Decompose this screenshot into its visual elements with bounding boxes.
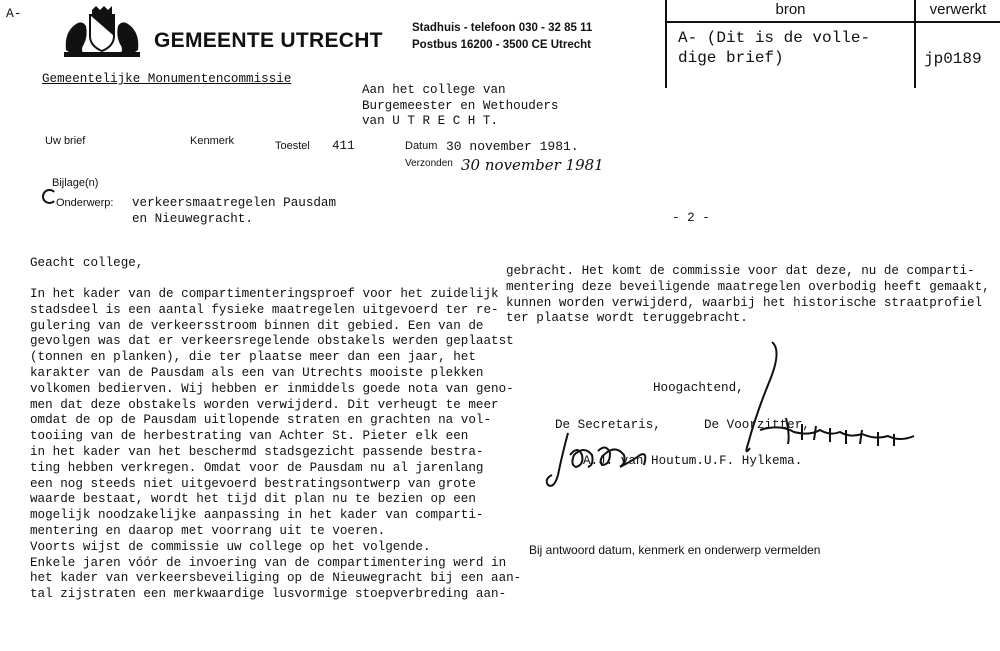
body-line: het kader van verkeersbeveiliging op de Nieuwegracht bij een aan- [30, 571, 522, 586]
body-line: gebracht. Het komt de commissie voor dat deze, nu de comparti- [506, 264, 975, 278]
secretary-name: A.J. van Houtum. [583, 454, 704, 468]
closing: Hoogachtend, [653, 381, 744, 395]
body-line: mentering en daarop met voorrang uit te voeren. [30, 523, 386, 538]
recipient-line2: Burgemeester en Wethouders [362, 99, 559, 113]
punch-hole-icon [42, 189, 57, 204]
body-line: mogelijk noodzakelijke aanpassing in het kader van comparti- [30, 508, 484, 523]
kenmerk-label: Kenmerk [190, 135, 235, 147]
archive-bron-line1: A- (Dit is de volle- [678, 29, 871, 47]
body-line: mentering deze beveiligende maatregelen overbodig heeft gemaakt, [506, 279, 990, 294]
body-line: Enkele jaren vóór de invoering van de compartimentering werd in [30, 555, 507, 570]
uw-brief-label: Uw brief [45, 135, 86, 147]
onderwerp-label: Onderwerp: [56, 197, 114, 209]
onderwerp-line2: en Nieuwegracht. [132, 212, 253, 226]
archive-bron-header: bron [775, 1, 806, 18]
body-line: In het kader van de compartimenteringsproef voor het zuidelijk [30, 287, 499, 301]
sender: Gemeentelijke Monumentencommissie [42, 72, 292, 86]
body-line: (tonnen en planken), die ter plaatse meer dan een jaar, het [30, 350, 476, 365]
body-line: ter plaatse wordt teruggebracht. [506, 311, 748, 326]
body-left [30, 287, 521, 603]
secretary-title: De Secretaris, [555, 418, 661, 432]
body-line: volkomen bedierven. Wij hebben er inmiddels goede nota van geno- [30, 381, 514, 396]
archive-verwerkt-header: verwerkt [929, 1, 987, 18]
body-line: in het kader van het beschermd stadsgezicht passende bestra- [30, 444, 484, 459]
chair-title: De Voorzitter, [704, 418, 810, 432]
chair-name: U.F. Hylkema. [704, 454, 803, 468]
datum-value: 30 november 1981. [446, 139, 579, 154]
onderwerp-line1: verkeersmaatregelen Pausdam [132, 196, 337, 210]
datum-label: Datum [405, 140, 438, 152]
salutation: Geacht college, [30, 256, 144, 270]
archive-bron-line2: dige brief) [678, 49, 784, 67]
bijlage-label: Bijlage(n) [52, 177, 99, 189]
body-line: karakter van de Pausdam als een van Utrechts mooiste plekken [30, 365, 484, 380]
body-line: omdat de op de Pausdam uitlopende straten en grachten na vol- [30, 413, 492, 428]
letterhead-org-name: GEMEENTE UTRECHT [154, 29, 383, 52]
toestel-value: 411 [332, 139, 355, 153]
corner-mark: A- [6, 6, 22, 21]
body-line: tal zijstraten een merkwaardige lusvormige stoepverbreding aan- [30, 587, 507, 602]
chair-signature [690, 340, 920, 465]
body-line: Voorts wijst de commissie uw college op het volgende. [30, 539, 431, 554]
body-line: stadsdeel is een aantal fysieke maatregelen uitgevoerd ter re- [30, 302, 499, 317]
toestel-label: Toestel [275, 140, 310, 152]
footer-note: Bij antwoord datum, kenmerk en onderwerp vermelden [529, 543, 821, 557]
body-line: een nog steeds niet uitgevoerd bestratingsontwerp van grote [30, 476, 476, 491]
archive-verwerkt-value: jp0189 [924, 50, 982, 68]
body-line: gulering van de verkeersstroom binnen dit gebied. Een van de [30, 318, 484, 333]
body-line: men dat deze obstakels worden verwijderd. Dit verheugt te meer [30, 397, 499, 412]
letterhead-postbus: Postbus 16200 - 3500 CE Utrecht [412, 39, 591, 51]
body-line: tooiing van de herbestrating van Achter St. Pieter elk een [30, 429, 469, 444]
body-line: gevolgen was dat er verkeersregelende obstakels werden geplaatst [30, 334, 514, 349]
recipient-line1: Aan het college van [362, 83, 506, 97]
coat-of-arms-icon [58, 6, 146, 58]
page-number: - 2 - [672, 211, 710, 225]
letterhead-phone: Stadhuis - telefoon 030 - 32 85 11 [412, 22, 593, 34]
body-line: ting hebben verkregen. Omdat voor de Pausdam nu al jarenlang [30, 460, 484, 475]
body-line: kunnen worden verwijderd, waarbij het historische straatprofiel [506, 295, 983, 310]
body-right [506, 264, 990, 327]
verzonden-value: 30 november 1981 [461, 156, 604, 174]
recipient-line3: van U T R E C H T. [362, 114, 499, 128]
body-line: waarde bestaat, wordt het tijd dit plan nu te bezien op een [30, 492, 476, 507]
secretary-signature [540, 425, 680, 495]
verzonden-label: Verzonden [405, 158, 453, 169]
